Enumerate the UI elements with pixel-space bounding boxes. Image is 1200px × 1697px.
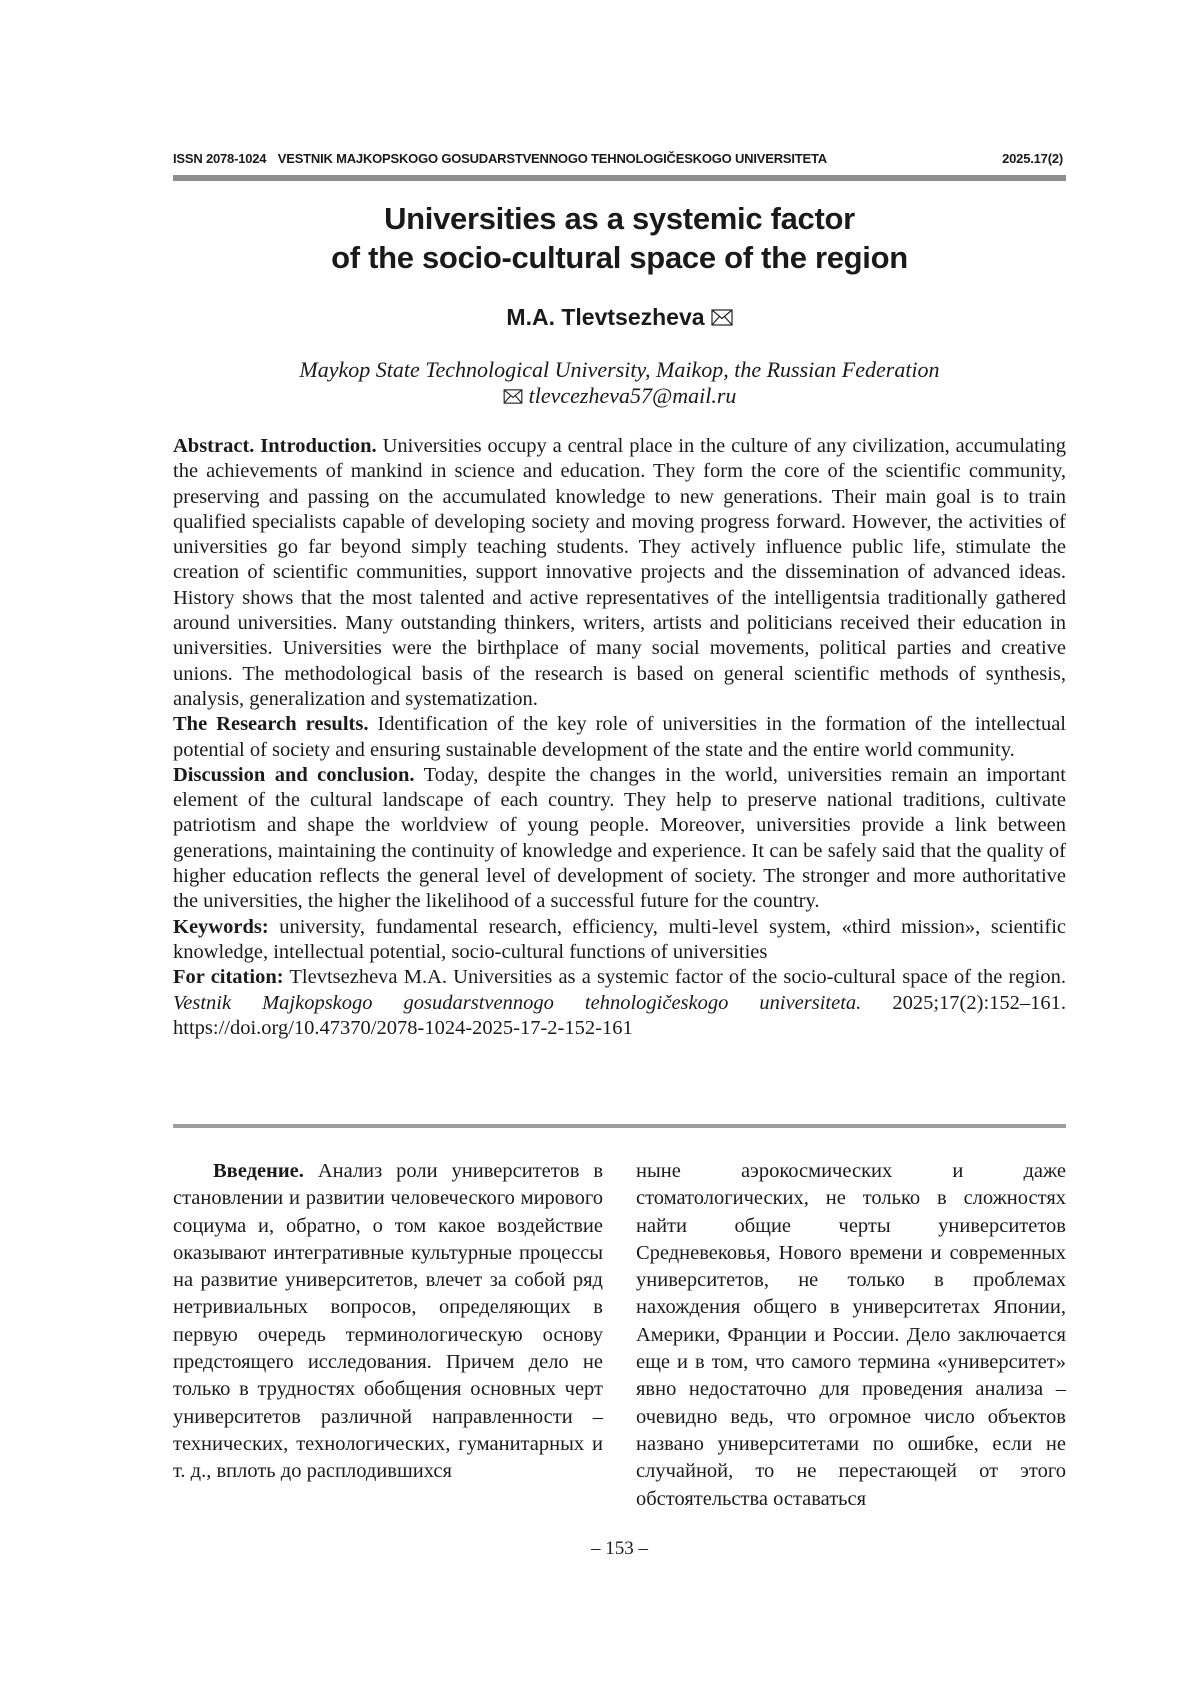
header-rule xyxy=(173,175,1066,181)
email-line xyxy=(173,383,1066,410)
affiliation: Maykop State Technological University, Maikop, the Russian Federation xyxy=(299,357,940,382)
envelope-icon[interactable] xyxy=(711,304,733,332)
abstract-discussion-text: Today, despite the changes in the world, universities remain an important element of the cultural landscape of each country. They help to preserve national traditions, cultivate patriotism and shape the worldview of young people. Moreover, universities provide a link between generations, maintaining the continuity of knowledge and experience. It can be safely said that the quality of higher education reflects the general level of development of society. The stronger and more authoritative the universities, the higher the likelihood of a successful future for the country. xyxy=(173,763,1067,913)
body-column-right xyxy=(636,1158,1066,1513)
running-head xyxy=(173,151,1063,166)
abstract-results-text: Identification of the key role of universities in the formation of the intellectual potential of society and ensuring sustainable development of the state and the entire world community. xyxy=(173,713,1066,761)
abstract-discussion xyxy=(173,763,1066,915)
abstract-intro-label: Abstract. Introduction. xyxy=(173,435,377,457)
body-paragraph xyxy=(173,1158,603,1486)
keywords xyxy=(173,915,1066,966)
issue-number: 2025.17(2) xyxy=(1002,151,1063,166)
issn: ISSN 2078-1024 xyxy=(173,151,267,166)
abstract-results xyxy=(173,712,1066,763)
body-column-left xyxy=(173,1158,603,1486)
abstract-introduction xyxy=(173,434,1066,712)
citation-journal: Vestnik Majkopskogo gosudarstvennogo tehnologičeskogo universiteta. xyxy=(173,991,862,1014)
section-rule xyxy=(173,1124,1066,1128)
body-right-text: ныне аэрокосмических и даже стоматологических, не только в сложностях найти общие черты университетов Средневековья, Нового времени и современных университетов, не только в проблемах нахождения общего в университетах Японии, Америки, Франции и России. Дело заключается еще и в том, что самого термина «университет» явно недостаточно для проведения анализа – очевидно ведь, что огромное число объектов названо университетами по ошибке, если не случайной, то не перестающей от этого обстоятельства оставаться xyxy=(636,1160,1066,1510)
envelope-icon xyxy=(503,384,523,410)
author-email[interactable]: tlevcezheva57@mail.ru xyxy=(528,383,737,408)
citation xyxy=(173,965,1066,1041)
citation-text: Tlevtsezheva M.A. Universities as a systemic factor of the socio-cultural space of the region. xyxy=(289,966,1066,989)
title-line-2: of the socio-cultural space of the region xyxy=(331,240,908,275)
title-line-1: Universities as a systemic factor xyxy=(384,201,855,236)
abstract-results-label: The Research results. xyxy=(173,713,369,736)
keywords-label: Keywords: xyxy=(173,915,269,938)
article-title xyxy=(173,199,1066,277)
intro-heading: Введение. xyxy=(213,1160,304,1182)
citation-label: For citation: xyxy=(173,966,284,989)
citation-doi[interactable]: 2025;17(2):152–161. https://doi.org/10.47370/2078-1024-2025-17-2-152-161 xyxy=(173,991,1067,1039)
abstract xyxy=(173,434,1066,1041)
journal-name: VESTNIK MAJKOPSKOGO GOSUDARSTVENNOGO TEHNOLOGIČESKOGO UNIVERSITETA xyxy=(277,151,827,166)
keywords-text: university, fundamental research, efficiency, multi-level system, «third mission», scientific knowledge, intellectual potential, socio-cultural functions of universities xyxy=(173,915,1066,963)
author-line xyxy=(173,303,1066,332)
page-number: – 153 – xyxy=(591,1538,648,1559)
abstract-discussion-label: Discussion and conclusion. xyxy=(173,763,415,786)
body-left-text: Анализ роли университетов в становлении и развитии человеческого мирового социума и, обратно, о том какое воздействие оказывают интегративные культурные процессы на развитие университетов, влечет за собой ряд нетривиальных вопросов, определяющих в первую очередь терминологическую основу предстоящего исследования. Причем дело не только в трудностях обобщения основных черт университетов различной направленности – технических, технологических, гуманитарных и т. д., вплоть до расплодившихся xyxy=(173,1160,603,1483)
abstract-intro-text: Universities occupy a central place in the culture of any civilization, accumulating the achievements of mankind in science and education. They form the core of the scientific community, preserving and passing on the accumulated knowledge to new generations. Their main goal is to train qualified specialists capable of developing society and moving progress forward. However, the activities of universities go far beyond simply teaching students. They actively influence public life, stimulate the creation of scientific communities, support innovative projects and the dissemination of advanced ideas. History shows that the most talented and active representatives of the intelligentsia traditionally gathered around universities. Many outstanding thinkers, writers, artists and politicians received their education in universities. Universities were the birthplace of many social movements, political parties and creative unions. The methodological basis of the research is based on general scientific methods of synthesis, analysis, generalization and systematization. xyxy=(173,435,1067,710)
author-name: M.A. Tlevtsezheva xyxy=(506,304,705,330)
